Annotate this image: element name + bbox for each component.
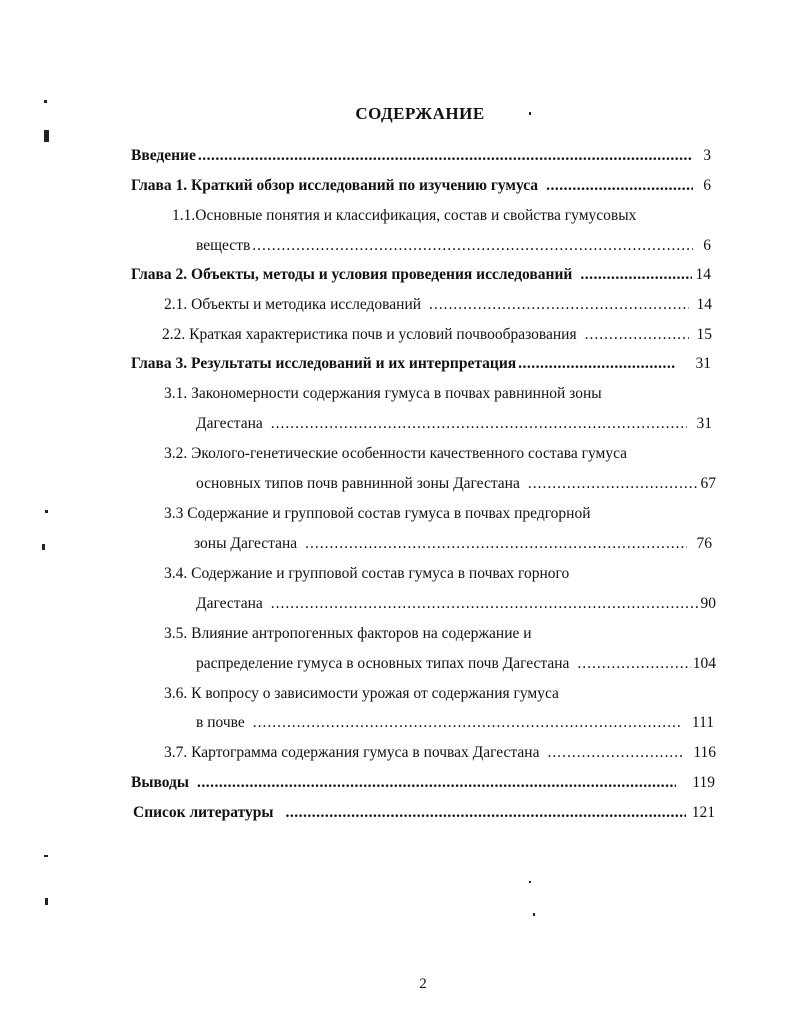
toc-leader-dots: [263, 414, 687, 434]
toc-leader-dots: [569, 654, 690, 674]
toc-entry-page: 90: [700, 595, 716, 612]
toc-entry-section-2-1: [164, 295, 712, 315]
toc-entry-section-3-5: [164, 624, 712, 644]
toc-entry-section-3-3-cont: [194, 534, 712, 554]
toc-leader-dots: [245, 713, 680, 733]
toc-entry-text: 3.4. Содержание и групповой состав гумуса в почвах горного: [164, 565, 570, 582]
toc-entry-text: распределение гумуса в основных типах почв Дагестана: [196, 655, 570, 672]
toc-entry-page: 119: [692, 774, 715, 791]
toc-entry-page: 104: [692, 655, 716, 672]
toc-entry-page: 116: [693, 744, 716, 761]
toc-entry-section-3-1-cont: [196, 414, 712, 434]
scan-speck: [44, 855, 48, 857]
toc-leader-dots: [297, 534, 686, 554]
scan-speck: [529, 881, 531, 883]
toc-entry-intro: [131, 146, 711, 166]
toc-entry-text: 3.1. Закономерности содержания гумуса в почвах равнинной зоны: [164, 385, 602, 402]
toc-leader-dots: [189, 773, 676, 793]
toc-leader-dots: [538, 176, 693, 196]
scan-speck: [45, 898, 48, 905]
toc-entry-text: 3.6. К вопросу о зависимости урожая от содержания гумуса: [164, 685, 559, 702]
toc-entry-text: 3.7. Картограмма содержания гумуса в почвах Дагестана: [164, 744, 540, 761]
scan-speck: [45, 510, 48, 513]
toc-leader-dots: [273, 803, 685, 823]
toc-entry-page: 31: [696, 415, 712, 432]
toc-entry-conclusions: [131, 773, 715, 793]
scan-speck: [44, 100, 47, 103]
page-number: 2: [419, 976, 427, 992]
toc-leader-dots: [421, 295, 688, 315]
toc-entry-page: 6: [703, 177, 711, 194]
toc-entry-text: Глава 1. Краткий обзор исследований по изучению гумуса: [131, 177, 539, 194]
toc-entry-page: 67: [700, 475, 716, 492]
toc-entry-text: 3.3 Содержание и групповой состав гумуса в почвах предгорной: [164, 505, 591, 522]
toc-entry-page: 111: [691, 714, 714, 731]
toc-entry-text: в почве: [196, 714, 245, 731]
toc-entry-section-2-2: [162, 325, 712, 345]
toc-entry-text: Список литературы: [133, 804, 274, 821]
toc-entry-chapter-3: [131, 354, 711, 374]
toc-entry-section-1-1-cont: [196, 236, 711, 256]
toc-entry-text: Выводы: [131, 774, 189, 791]
toc-entry-section-3-2: [164, 444, 712, 464]
toc-entry-page: 3: [703, 147, 711, 164]
scan-speck: [42, 544, 45, 550]
toc-entry-page: 121: [691, 804, 715, 821]
toc-entry-section-1-1: [172, 206, 712, 226]
toc-entry-section-3-5-cont: [196, 654, 716, 674]
toc-entry-section-3-4: [164, 564, 712, 584]
toc-entry-text: Дагестана: [196, 415, 263, 432]
toc-leader-dots: [263, 594, 699, 614]
toc-leader-dots: [572, 265, 691, 285]
scan-speck: [44, 130, 49, 142]
toc-entry-section-3-4-cont: [196, 594, 716, 614]
toc-entry-page: 14: [695, 266, 711, 283]
toc-entry-section-3-3: [164, 504, 712, 524]
toc-leader-dots: [516, 354, 675, 374]
toc-entry-text: 2.1. Объекты и методика исследований: [164, 296, 422, 313]
toc-entry-page: 14: [696, 296, 712, 313]
toc-entry-text: Глава 3. Результаты исследований и их интерпретация: [131, 355, 517, 372]
page-title: СОДЕРЖАНИЕ: [355, 104, 485, 123]
toc-entry-chapter-1: [131, 176, 711, 196]
toc-leader-dots: [196, 146, 693, 166]
toc-entry-section-3-6: [164, 684, 712, 704]
toc-entry-chapter-2: [131, 265, 711, 285]
toc-entry-text: 3.2. Эколого-генетические особенности качественного состава гумуса: [164, 445, 628, 462]
toc-entry-text: 1.1.Основные понятия и классификация, состав и свойства гумусовых: [172, 207, 637, 224]
toc-leader-dots: [539, 743, 683, 763]
toc-entry-text: Введение: [131, 147, 196, 164]
toc-entry-text: 3.5. Влияние антропогенных факторов на содержание и: [164, 625, 532, 642]
scan-speck: [533, 913, 535, 916]
toc-entry-page: 15: [696, 326, 712, 343]
toc-entry-text: веществ: [196, 237, 251, 254]
toc-entry-text: Дагестана: [196, 595, 263, 612]
toc-entry-text: зоны Дагестана: [194, 535, 298, 552]
toc-entry-section-3-6-cont: [196, 713, 714, 733]
toc-entry-page: 6: [703, 237, 711, 254]
toc-entry-page: 31: [695, 355, 711, 372]
toc-leader-dots: [250, 236, 693, 256]
toc-entry-text: Глава 2. Объекты, методы и условия проведения исследований: [131, 266, 573, 283]
toc-leader-dots: [577, 325, 689, 345]
toc-entry-section-3-2-cont: [196, 474, 716, 494]
toc-entry-text: основных типов почв равнинной зоны Дагестана: [196, 475, 520, 492]
toc-leader-dots: [520, 474, 699, 494]
toc-entry-text: 2.2. Краткая характеристика почв и условий почвообразования: [162, 326, 577, 343]
toc-entry-section-3-1: [164, 384, 712, 404]
toc-entry-section-3-7: [164, 743, 716, 763]
toc-entry-references: [133, 803, 715, 823]
toc-entry-page: 76: [696, 535, 712, 552]
